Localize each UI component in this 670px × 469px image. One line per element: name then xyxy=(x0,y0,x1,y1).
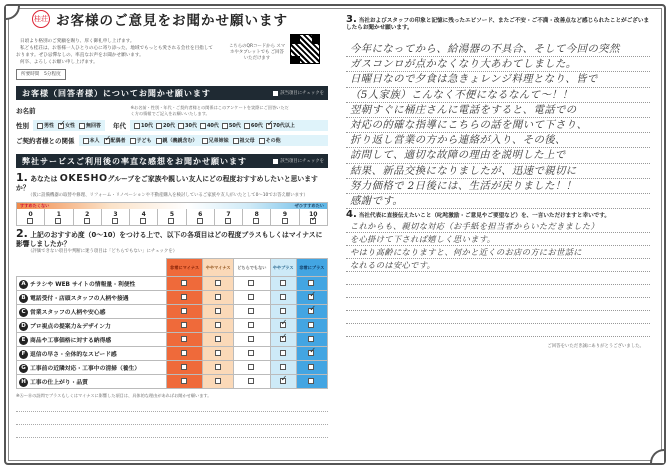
checkbox-icon[interactable] xyxy=(222,123,228,129)
handwritten-line[interactable]: 努力価格で 2日後には、生活が戻りました！！ xyxy=(346,179,650,194)
letter-g-icon: G xyxy=(19,364,28,373)
row-label-text: 返信の早さ・全体的なスピード感 xyxy=(30,351,117,358)
matrix-cell[interactable] xyxy=(203,319,234,333)
handwritten-line[interactable]: （5人家族）こんなく不便になるなんて〜！！ xyxy=(346,88,650,103)
scale-cell-10[interactable] xyxy=(300,209,327,225)
matrix-row xyxy=(17,305,328,319)
matrix-cell[interactable] xyxy=(234,333,270,347)
checkbox-checked-icon[interactable] xyxy=(104,138,110,144)
gender-option-label: 無回答 xyxy=(86,123,102,129)
age-options xyxy=(130,120,328,131)
checkbox-icon[interactable] xyxy=(140,218,146,224)
q2-text: 上記のおすすめ度（0〜10）をつける上で、以下の各項目はどの程度プラスもしくはマイナスに影響しましたか？ xyxy=(16,231,323,248)
checkbox-icon[interactable] xyxy=(156,138,162,144)
age-option-label: 30代 xyxy=(184,123,197,129)
impressions-section-header xyxy=(16,154,328,168)
matrix-cell[interactable] xyxy=(167,375,203,389)
relation-option-label: その他 xyxy=(265,138,281,144)
checkbox-icon[interactable] xyxy=(248,322,254,328)
age-option[interactable] xyxy=(244,122,263,129)
q4-title xyxy=(346,211,650,220)
gender-options xyxy=(33,120,105,131)
age-option[interactable] xyxy=(222,122,241,129)
checkbox-icon[interactable] xyxy=(202,138,208,144)
row-label-text: プロ視点の提案力＆デザイン力 xyxy=(30,323,111,330)
matrix-row-label xyxy=(17,375,167,389)
scale-cell-7[interactable] xyxy=(215,209,243,225)
matrix-row-label xyxy=(17,361,167,375)
scale-cell-2[interactable] xyxy=(74,209,102,225)
matrix-cell[interactable] xyxy=(203,347,234,361)
scale-cell-1[interactable] xyxy=(45,209,73,225)
checkbox-icon[interactable] xyxy=(181,294,187,300)
matrix-row xyxy=(17,291,328,305)
matrix-row xyxy=(17,277,328,291)
row-label-text: 電話受付・店頭スタッフの人柄や接遇 xyxy=(30,295,129,302)
name-row xyxy=(16,105,328,116)
checkbox-icon[interactable] xyxy=(215,322,221,328)
scale-value: 3 xyxy=(113,210,118,218)
checkbox-icon xyxy=(273,91,278,96)
relation-option-label: 兄弟姉妹 xyxy=(208,138,229,144)
matrix-cell[interactable] xyxy=(234,277,270,291)
handwritten-line[interactable]: 感謝です。 xyxy=(346,194,650,209)
handwritten-line[interactable]: を心掛けて下されば嬉しく思います。 xyxy=(346,233,650,246)
checkbox-checked-icon[interactable] xyxy=(266,123,272,129)
checkbox-checked-icon[interactable] xyxy=(308,350,314,356)
check-hint xyxy=(273,90,324,96)
checkbox-icon[interactable] xyxy=(280,364,286,370)
handwritten-line[interactable]: なれるのは安心です。 xyxy=(346,259,650,272)
intro-row xyxy=(16,38,328,80)
matrix-cell[interactable] xyxy=(203,333,234,347)
scale-cell-9[interactable] xyxy=(271,209,299,225)
matrix-column-header: 非常にプラス xyxy=(296,259,327,277)
age-option-label: 60代 xyxy=(250,123,263,129)
matrix-corner xyxy=(17,259,167,277)
matrix-cell[interactable] xyxy=(203,361,234,375)
answer-line[interactable] xyxy=(16,412,328,425)
matrix-cell[interactable] xyxy=(167,361,203,375)
matrix-column-header: ややプラス xyxy=(270,259,296,277)
checkbox-icon[interactable] xyxy=(181,378,187,384)
gender-option[interactable] xyxy=(79,122,101,129)
checkbox-icon[interactable] xyxy=(308,378,314,384)
matrix-row xyxy=(17,375,328,389)
checkbox-icon[interactable] xyxy=(84,218,90,224)
q1-title xyxy=(16,173,328,193)
gender-option-label: 女性 xyxy=(65,123,76,129)
matrix-cell[interactable] xyxy=(296,305,327,319)
matrix-cell[interactable] xyxy=(167,277,203,291)
checkbox-checked-icon[interactable] xyxy=(280,378,286,384)
checkbox-icon[interactable] xyxy=(27,218,33,224)
scale-value: 0 xyxy=(28,210,33,218)
matrix-cell[interactable] xyxy=(167,291,203,305)
letter-c-icon: C xyxy=(19,308,28,317)
hint-text: 該当項目にチェックを xyxy=(280,159,324,164)
scale-cell-0[interactable] xyxy=(17,209,45,225)
recommend-scale xyxy=(16,202,328,226)
checkbox-icon[interactable] xyxy=(134,123,140,129)
row-label-text: 営業スタッフの人柄や安心感 xyxy=(30,309,106,316)
relation-option[interactable] xyxy=(233,137,255,144)
matrix-cell[interactable] xyxy=(270,333,296,347)
matrix-row xyxy=(17,361,328,375)
scale-cell-5[interactable] xyxy=(158,209,186,225)
checkbox-icon[interactable] xyxy=(248,308,254,314)
relation-option[interactable] xyxy=(156,137,198,144)
matrix-cell[interactable] xyxy=(270,361,296,375)
handwritten-line[interactable]: 結果、新品交換になりましたが、迅速で親切に xyxy=(346,164,650,179)
checkbox-icon[interactable] xyxy=(215,336,221,342)
age-option-label: 20代 xyxy=(163,123,175,129)
matrix-cell[interactable] xyxy=(234,319,270,333)
handwritten-line[interactable]: これからも、親切な対応（お手紙を担当者からいただきました） xyxy=(346,220,650,233)
q1-number: 1. xyxy=(16,171,28,184)
q3-answer[interactable] xyxy=(346,42,650,209)
scale-value: 8 xyxy=(254,210,259,218)
age-option-label: 40代 xyxy=(206,123,219,129)
checkbox-icon[interactable] xyxy=(259,138,265,144)
checkbox-icon xyxy=(273,159,278,164)
age-option[interactable] xyxy=(156,122,175,129)
relation-label: ご契約者様との関係 xyxy=(16,137,75,145)
checkbox-icon[interactable] xyxy=(308,336,314,342)
checkbox-icon[interactable] xyxy=(215,280,221,286)
matrix-cell[interactable] xyxy=(270,277,296,291)
matrix-row-label xyxy=(17,319,167,333)
checkbox-icon[interactable] xyxy=(168,218,174,224)
checkbox-icon[interactable] xyxy=(181,364,187,370)
relation-option[interactable] xyxy=(104,137,126,144)
checkbox-icon[interactable] xyxy=(215,378,221,384)
matrix-cell[interactable] xyxy=(234,347,270,361)
checkbox-icon[interactable] xyxy=(130,138,136,144)
matrix-cell[interactable] xyxy=(234,361,270,375)
matrix-cell[interactable] xyxy=(167,319,203,333)
intro-line: 日頃より格別のご愛顧を賜り、厚く御礼申し上げます。 xyxy=(20,39,135,44)
letter-a-icon: A xyxy=(19,280,28,289)
scale-value: 9 xyxy=(282,210,288,218)
q1-pre: あなたは xyxy=(30,175,58,183)
checkbox-icon[interactable] xyxy=(248,294,254,300)
matrix-cell[interactable] xyxy=(203,375,234,389)
handwritten-line[interactable]: 訪問して、適切な故障の理由を説明した上で xyxy=(346,148,650,163)
row-label-text: 工事前の近隣対応・工事中の清掃（養生） xyxy=(30,365,141,372)
matrix-body xyxy=(17,277,328,389)
stamp-logo-icon: 桂荘 xyxy=(32,10,50,28)
relation-option-label: 配偶者 xyxy=(110,138,126,144)
impact-matrix xyxy=(16,258,328,389)
letter-b-icon: B xyxy=(19,294,28,303)
matrix-cell[interactable] xyxy=(167,347,203,361)
matrix-cell[interactable] xyxy=(234,291,270,305)
scale-cell-8[interactable] xyxy=(243,209,271,225)
scale-cell-6[interactable] xyxy=(187,209,215,225)
checkbox-icon[interactable] xyxy=(244,123,250,129)
checkbox-icon[interactable] xyxy=(215,364,221,370)
intro-line: 私ども桂荘は、お客様一人ひとりの心に寄り添った、地域でもっとも愛される会社を目指しております。ぜひ忌憚なしの、率直なお声をお聞かせ願います。 xyxy=(16,46,213,58)
matrix-cell[interactable] xyxy=(167,333,203,347)
checkbox-icon[interactable] xyxy=(308,280,314,286)
checkbox-icon[interactable] xyxy=(248,350,254,356)
checkbox-icon[interactable] xyxy=(178,123,184,129)
scale-value: 1 xyxy=(56,210,61,218)
matrix-cell[interactable] xyxy=(296,361,327,375)
q4-answer[interactable] xyxy=(346,220,650,337)
matrix-cell[interactable] xyxy=(270,305,296,319)
scale-cell-4[interactable] xyxy=(130,209,158,225)
age-option-label: 70代以上 xyxy=(272,123,295,129)
q3-number: 3. xyxy=(346,14,357,25)
matrix-cell[interactable] xyxy=(270,291,296,305)
checkbox-icon[interactable] xyxy=(181,336,187,342)
age-option-label: 50代 xyxy=(228,123,241,129)
checkbox-icon[interactable] xyxy=(215,308,221,314)
relation-options xyxy=(79,135,329,146)
checkbox-checked-icon[interactable] xyxy=(280,336,286,342)
checkbox-checked-icon[interactable] xyxy=(280,322,286,328)
checkbox-icon[interactable] xyxy=(308,364,314,370)
matrix-row xyxy=(17,347,328,361)
matrix-cell[interactable] xyxy=(296,333,327,347)
relation-option-label: 本人 xyxy=(89,138,100,144)
matrix-row-label xyxy=(17,291,167,305)
checkbox-icon[interactable] xyxy=(248,336,254,342)
checkbox-icon[interactable] xyxy=(308,322,314,328)
matrix-row-label xyxy=(17,305,167,319)
checkbox-icon[interactable] xyxy=(253,218,259,224)
handwritten-line[interactable] xyxy=(346,285,650,298)
relation-option[interactable] xyxy=(202,137,229,144)
frame-corner xyxy=(650,449,664,463)
checkbox-icon[interactable] xyxy=(280,308,286,314)
checkbox-icon[interactable] xyxy=(83,138,89,144)
section-title: お客様（回答者様）についてお聞かせ願います xyxy=(22,88,211,98)
thanks-note: ご回答をいただき誠にありがとうございました。 xyxy=(547,344,644,350)
matrix-cell[interactable] xyxy=(203,291,234,305)
right-page xyxy=(346,16,650,349)
intro-text xyxy=(16,38,216,80)
checkbox-icon[interactable] xyxy=(112,218,118,224)
q2-title xyxy=(16,229,328,249)
checkbox-checked-icon[interactable] xyxy=(308,308,314,314)
checkbox-icon[interactable] xyxy=(181,350,187,356)
relation-option[interactable] xyxy=(130,137,152,144)
age-option[interactable] xyxy=(200,122,219,129)
checkbox-icon[interactable] xyxy=(215,350,221,356)
q4-number: 4. xyxy=(346,209,357,221)
row-label-text: チラシや WEB サイトの情報量・利便性 xyxy=(30,281,136,288)
handwritten-line[interactable]: 翌朝すぐに桶庄さんに電話をすると、電話での xyxy=(346,103,650,118)
matrix-header-row xyxy=(17,259,328,277)
handwritten-line[interactable]: 今年になってから、給湯器の不具合、そして今回の突然 xyxy=(346,42,650,57)
q1-subtitle: （仮に設備機器の取替や修理、リフォーム・リノベーションや不動産購入を検討しているご家族や友人がいたとして0〜10でお答え願います） xyxy=(28,193,308,198)
checkbox-checked-icon[interactable] xyxy=(58,123,64,129)
row-label-text: 商品や工事価格に対する納得感 xyxy=(30,337,112,344)
matrix-column-header: どちらでもない xyxy=(234,259,270,277)
gender-label: 性別 xyxy=(16,122,29,130)
answer-line[interactable] xyxy=(16,399,328,412)
handwritten-line[interactable] xyxy=(346,272,650,285)
q3-title xyxy=(346,16,650,32)
matrix-cell[interactable] xyxy=(203,277,234,291)
intro-line: 何卒、よろしくお願い申し上げます。 xyxy=(20,60,98,65)
q4-text: 当社代表に直接伝えたいこと（叱咤激励・ご意見やご要望など）を、一言いただけますと幸いです。 xyxy=(358,213,610,220)
scale-value: 2 xyxy=(85,210,90,218)
hint-text: 該当項目にチェックを xyxy=(280,91,324,96)
relation-option-label: 親（義親含む） xyxy=(162,138,198,144)
checkbox-icon[interactable] xyxy=(233,138,239,144)
matrix-cell[interactable] xyxy=(234,375,270,389)
matrix-cell[interactable] xyxy=(167,305,203,319)
relation-row xyxy=(16,135,328,146)
scale-high-label: ぜひすすめたい xyxy=(294,203,324,208)
age-label: 年代 xyxy=(113,122,127,130)
relation-option-label: 子ども xyxy=(136,138,152,144)
matrix-column-header: 非常にマイナス xyxy=(167,259,203,277)
q1-post: グループをご家族や親しい友人にどの程度おすすめしたいと思いますか？ xyxy=(16,175,318,192)
checkbox-icon[interactable] xyxy=(79,123,85,129)
matrix-row-label xyxy=(17,277,167,291)
handwritten-line[interactable] xyxy=(346,298,650,311)
matrix-row-label xyxy=(17,347,167,361)
checkbox-checked-icon[interactable] xyxy=(310,218,316,224)
age-option[interactable] xyxy=(134,122,153,129)
brand-name: OKESHO xyxy=(59,173,108,184)
matrix-cell[interactable] xyxy=(296,277,327,291)
section-title: 弊社サービスご利用後の率直な感想をお聞かせ願います xyxy=(22,156,247,166)
left-page xyxy=(16,6,328,438)
checkbox-icon[interactable] xyxy=(225,218,231,224)
qr-caption: こちらのQRコードから スマホやタブレットでも ご回答いただけます xyxy=(228,44,286,61)
duration-badge: 所要時間 5分程度 xyxy=(16,69,66,80)
title-row xyxy=(16,6,328,32)
gender-option-label: 男性 xyxy=(44,123,55,129)
scale-low-label: すすめたくない xyxy=(20,203,50,208)
checkbox-icon[interactable] xyxy=(37,123,43,129)
age-option-label: 10代 xyxy=(141,123,154,129)
handwritten-line[interactable]: やはり高齢になりますと、何かと近くのお店の方にお世話に xyxy=(346,246,650,259)
matrix-cell[interactable] xyxy=(296,347,327,361)
handwritten-line[interactable] xyxy=(346,324,650,337)
q2-subtitle: （評価できない項目や判断に迷う項目は「どちらでもない」にチェックを） xyxy=(28,249,178,254)
letter-f-icon: F xyxy=(19,350,28,359)
checkbox-icon[interactable] xyxy=(248,364,254,370)
scale-cells xyxy=(17,209,327,225)
name-label: お名前 xyxy=(16,107,36,115)
scale-value: 7 xyxy=(226,210,231,218)
handwritten-line[interactable] xyxy=(346,311,650,324)
q3-text: 当社およびスタッフの印象と記憶に残ったエピソード、またご不安・ご不満・改善点など感じられたことがございましたらお聞かせ願います。 xyxy=(346,18,650,31)
scale-cell-3[interactable] xyxy=(102,209,130,225)
name-note: ※お名前・性別・年代・ご契約者様との関係はこのアンケートを実際にご回答いただく方の情報でご記入をお願いいたします。 xyxy=(130,105,289,116)
qr-code-icon[interactable] xyxy=(290,34,320,64)
page-title: お客様のご意見をお聞かせ願います xyxy=(56,13,288,29)
scale-value: 6 xyxy=(198,210,203,218)
matrix-row-label xyxy=(17,333,167,347)
gender-option[interactable] xyxy=(37,122,54,129)
handwritten-line[interactable]: 日曜日なので夕食は急きょレンジ料理となり、皆で xyxy=(346,72,650,87)
checkbox-icon[interactable] xyxy=(248,280,254,286)
matrix-cell[interactable] xyxy=(234,305,270,319)
handwritten-line[interactable]: 折り返し営業の方から連絡が入り、その後、 xyxy=(346,133,650,148)
matrix-cell[interactable] xyxy=(270,347,296,361)
checkbox-icon[interactable] xyxy=(156,123,162,129)
checkbox-icon[interactable] xyxy=(280,294,286,300)
matrix-cell[interactable] xyxy=(203,305,234,319)
checkbox-icon[interactable] xyxy=(248,378,254,384)
letter-e-icon: E xyxy=(19,336,28,345)
age-option[interactable] xyxy=(266,122,295,129)
matrix-row xyxy=(17,333,328,347)
letter-h-icon: H xyxy=(19,378,28,387)
matrix-row xyxy=(17,319,328,333)
age-option[interactable] xyxy=(178,122,197,129)
q2-note: ※Ⓐ〜Ⓗの設問でプラスもしくはマイナスに影響した項目は、具体的な理由があればお聞かせ願います。 xyxy=(16,393,212,398)
gender-option[interactable] xyxy=(58,122,75,129)
checkbox-checked-icon[interactable] xyxy=(308,294,314,300)
checkbox-icon[interactable] xyxy=(280,280,286,286)
relation-option[interactable] xyxy=(83,137,100,144)
respondent-section-header xyxy=(16,86,328,100)
letter-d-icon: D xyxy=(19,322,28,331)
checkbox-icon[interactable] xyxy=(280,350,286,356)
matrix-cell[interactable] xyxy=(296,319,327,333)
checkbox-icon[interactable] xyxy=(181,280,187,286)
relation-option-label: 祖父母 xyxy=(239,138,255,144)
scale-value: 4 xyxy=(141,210,146,218)
gender-age-row xyxy=(16,120,328,131)
handwritten-line[interactable]: ガスコンロが点かなくなり大あわてしました。 xyxy=(346,57,650,72)
row-label-text: 工事の仕上がり・品質 xyxy=(30,379,88,386)
checkbox-icon[interactable] xyxy=(197,218,203,224)
matrix-column-header: ややマイナス xyxy=(203,259,234,277)
matrix-cell[interactable] xyxy=(270,375,296,389)
handwritten-line[interactable]: 対応の的確な指導にこちらの話を聞いて下さり、 xyxy=(346,118,650,133)
matrix-cell[interactable] xyxy=(296,375,327,389)
answer-line[interactable] xyxy=(16,425,328,438)
check-hint xyxy=(273,158,324,164)
checkbox-icon[interactable] xyxy=(200,123,206,129)
matrix-cell[interactable] xyxy=(270,319,296,333)
checkbox-icon[interactable] xyxy=(55,218,61,224)
checkbox-icon[interactable] xyxy=(181,322,187,328)
checkbox-icon[interactable] xyxy=(181,308,187,314)
matrix-cell[interactable] xyxy=(296,291,327,305)
q2-number: 2. xyxy=(16,227,28,240)
relation-option[interactable] xyxy=(259,137,281,144)
checkbox-icon[interactable] xyxy=(282,218,288,224)
scale-value: 5 xyxy=(169,210,175,218)
checkbox-icon[interactable] xyxy=(215,294,221,300)
